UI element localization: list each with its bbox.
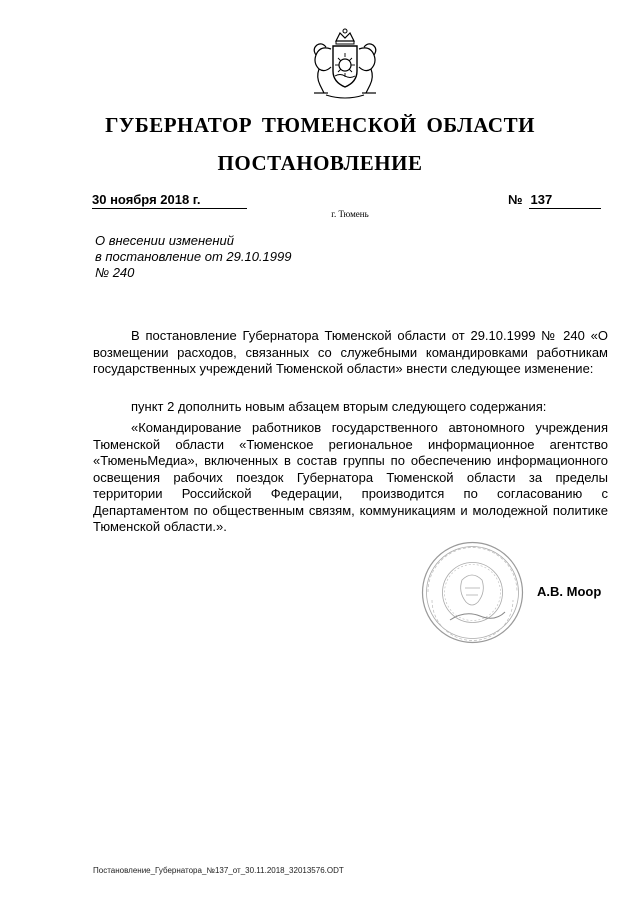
body-paragraph: В постановление Губернатора Тюменской области от 29.10.1999 № 240 «О возмещении расходов, связанных со служебными командировками работникам государственных учреждений Тюменской области» внести следующее изменение: (93, 328, 608, 376)
subject-line: О внесении изменений (95, 233, 234, 248)
body-paragraph: пункт 2 дополнить новым абзацем вторым следующего содержания: (131, 399, 547, 414)
document-date: 30 ноября 2018 г. (92, 192, 247, 209)
footer-file-name: Постановление_Губернатора_№137_от_30.11.2018_32013576.ODT (93, 866, 344, 875)
tyumen-coat-of-arms-icon (304, 27, 386, 101)
document-number: 137 (529, 192, 601, 209)
document-subject (95, 233, 355, 281)
authority-title: ГУБЕРНАТОР ТЮМЕНСКОЙ ОБЛАСТИ (105, 113, 535, 137)
signatory-name: А.В. Моор (537, 584, 602, 599)
subject-line: № 240 (95, 265, 135, 280)
official-seal-stamp-icon (420, 540, 525, 645)
subject-line: в постановление от 29.10.1999 (95, 249, 292, 264)
document-type-title: ПОСТАНОВЛЕНИЕ (217, 151, 423, 175)
body-paragraph: «Командирование работников государственного автономного учреждения Тюменской области «Тюменское региональное информационное агентство «ТюменьМедиа», включенных в состав группы по обеспечению информационного освещения рабочих поездок Губернатора Тюменской области за пределы территории Российской Федерации, производится по согласованию с Департаментом по общественным связям, коммуникациям и молодежной политике Тюменской области.». (93, 420, 608, 534)
document-number-block (508, 192, 601, 209)
document-city: г. Тюмень (331, 209, 369, 219)
number-sign: № (508, 192, 523, 207)
